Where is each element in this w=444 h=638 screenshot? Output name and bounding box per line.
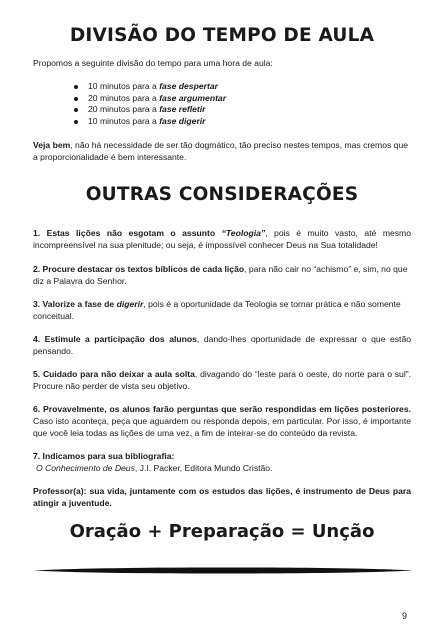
list-item: 20 minutos para a fase refletir — [74, 104, 226, 116]
heading-other-considerations: OUTRAS CONSIDERAÇÕES — [85, 184, 359, 205]
divider-brush-stroke — [34, 567, 412, 574]
list-item: 10 minutos para a fase despertar — [74, 81, 226, 93]
list-item: 20 minutos para a fase argumentar — [74, 93, 226, 105]
bullet-icon — [74, 108, 78, 112]
consideration-5: 5. Cuidado para não deixar a aula solta, divagando do “leste para o oeste, do norte para o sul”. Procure não perder de vista seu objetivo. — [33, 369, 411, 391]
consideration-1: 1. Estas lições não esgotam o assunto “Teologia”, pois é muito vasto, até mesmo incompreensível na sua plenitude; ou seja, é impossível conhecer Deus na Sua totalidade! — [33, 228, 411, 250]
consideration-4: 4. Estimule a participação dos alunos, dando-lhes oportunidade de expressar o que estão pensando. — [33, 334, 411, 356]
closing-motto: Oração + Preparação = Unção — [69, 521, 375, 542]
note-paragraph: Veja bem, não há necessidade de ser tão dogmático, tão preciso nestes tempos, mas cremos que a proporcionalidade é bem interessante. — [33, 140, 408, 162]
bullet-icon — [74, 97, 78, 101]
book-title: O Conhecimento de Deus — [36, 462, 135, 473]
consideration-6: 6. Provavelmente, os alunos farão perguntas que serão respondidas em lições posteriores. Caso isto aconteça, peça que aguardem ou responda depois, em particular. Por isso, é importante que você leia todas as lições de uma vez, a fim de inteirar-se do conteúdo da revista. — [33, 404, 411, 438]
consideration-2: 2. Procure destacar os textos bíblicos de cada lição, para não cair no “achismo” e, sim, no que diz a Palavra do Senhor. — [33, 264, 408, 286]
list-item: 10 minutos para a fase digerir — [74, 116, 226, 128]
consideration-7: 7. Indicamos para sua bibliografia: O Conhecimento de Deus, J.I. Packer, Editora Mundo Cristão. — [33, 451, 273, 473]
consideration-3: 3. Valorize a fase de digerir, pois é a oportunidade da Teologia se tornar prática e não somente conceitual. — [33, 299, 401, 321]
page-number: 9 — [402, 611, 408, 621]
heading-time-division: DIVISÃO DO TEMPO DE AULA — [69, 25, 375, 46]
bullet-icon — [74, 120, 78, 124]
professor-note: Professor(a): sua vida, juntamente com os estudos das lições, é instrumento de Deus para atingir a juventude. — [33, 486, 411, 508]
intro-text: Propomos a seguinte divisão do tempo para uma hora de aula: — [33, 58, 273, 68]
time-schedule-list — [74, 81, 226, 127]
bullet-icon — [74, 85, 78, 89]
